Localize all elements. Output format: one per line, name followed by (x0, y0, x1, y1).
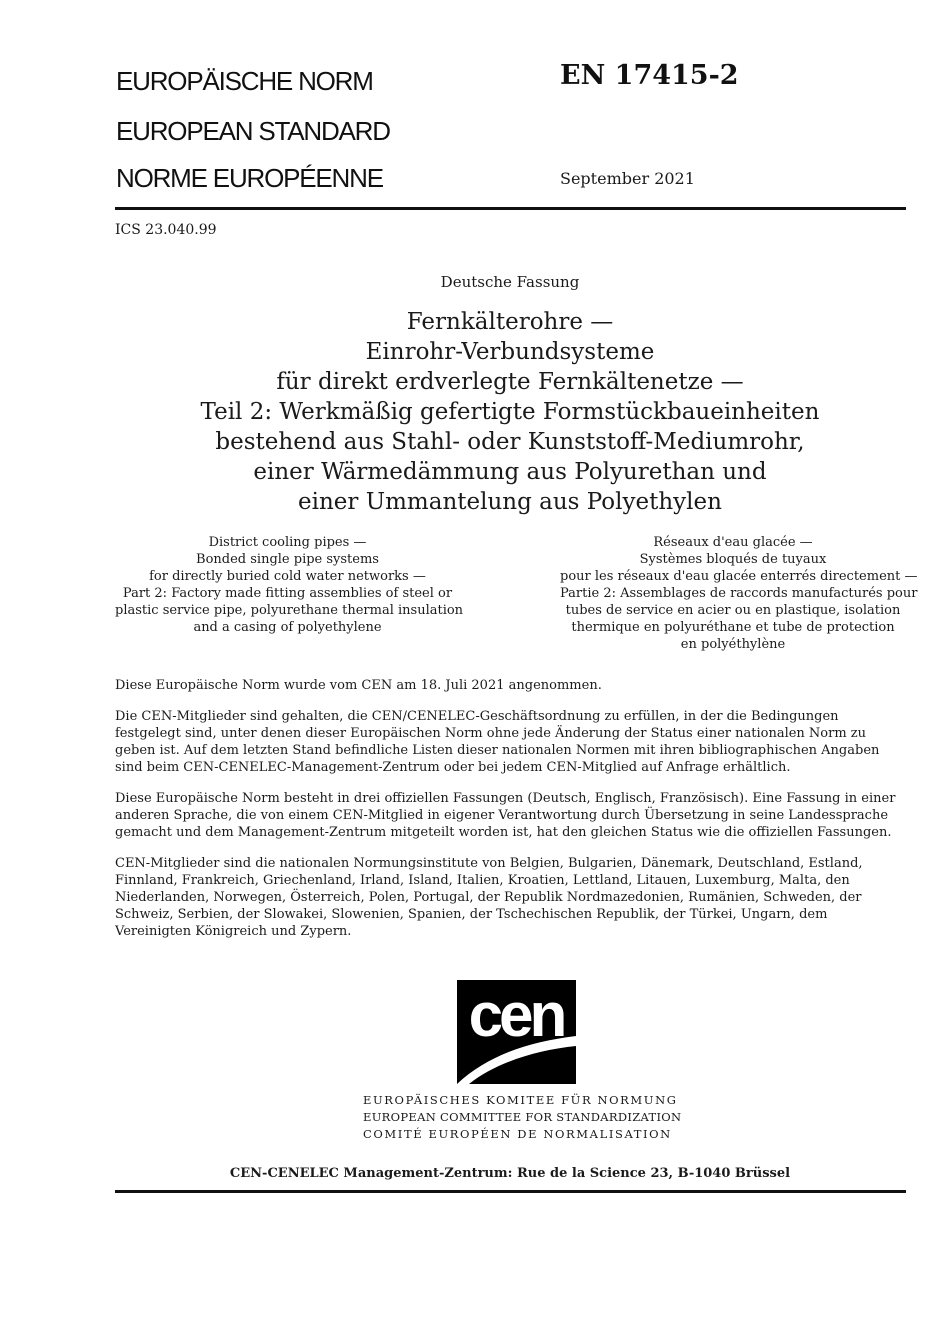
version-label: Deutsche Fassung (440, 273, 580, 291)
cen-logo (457, 980, 576, 1084)
cen-name-de: EUROPÄISCHES KOMITEE FÜR NORMUNG (363, 1093, 678, 1107)
title-line: Systèmes bloqués de tuyaux (639, 552, 827, 567)
title-line: District cooling pipes — (208, 535, 367, 550)
title-line: für direkt erdverlegte Fernkältenetze — (276, 369, 744, 395)
title-french (560, 534, 918, 653)
title-line: thermique en polyuréthane et tube de protection (571, 620, 895, 635)
title-line: pour les réseaux d'eau glacée enterrés directement — (560, 569, 918, 584)
title-line: en polyéthylène (680, 637, 786, 652)
footer-rule (115, 1190, 906, 1193)
ics-code: ICS 23.040.99 (115, 222, 217, 238)
title-line: tubes de service en acier ou en plastique, isolation (565, 603, 901, 618)
title-line: einer Ummantelung aus Polyethylen (298, 489, 722, 515)
title-line: for directly buried cold water networks — (149, 569, 426, 584)
title-line: Part 2: Factory made fitting assemblies of steel or (122, 586, 453, 601)
title-english (115, 534, 464, 636)
standard-number: EN 17415-2 (560, 60, 739, 91)
adoption-paragraph: Diese Europäische Norm wurde vom CEN am 18. Juli 2021 angenommen. (115, 678, 602, 693)
cen-organization-names (363, 1092, 681, 1143)
title-line: Teil 2: Werkmäßig gefertigte Formstückbaueinheiten (200, 399, 820, 425)
title-line: einer Wärmedämmung aus Polyurethan und (253, 459, 767, 485)
title-line: and a casing of polyethylene (193, 620, 382, 635)
obligations-paragraph: Die CEN-Mitglieder sind gehalten, die CEN/CENELEC-Geschäftsordnung zu erfüllen, in der die Bedingungen festgelegt sind, unter denen dieser Europäischen Norm ohne jede Änderung der Status einer nationalen Norm zu geben ist. Auf dem letzten Stand befindliche Listen dieser nationalen Normen mit ihren bibliographischen Angaben sind beim CEN-CENELEC-Management-Zentrum oder bei jedem CEN-Mitglied auf Anfrage erhältlich. (115, 709, 880, 775)
title-line: Fernkälterohre — (406, 309, 614, 335)
management-centre-address: CEN-CENELEC Management-Zentrum: Rue de la Science 23, B-1040 Brüssel (229, 1166, 791, 1181)
cen-name-fr: COMITÉ EUROPÉEN DE NORMALISATION (363, 1127, 672, 1141)
standard-name-en: EUROPEAN STANDARD (116, 116, 390, 146)
title-line: Einrohr-Verbundsysteme (365, 339, 655, 365)
header-rule (115, 207, 906, 210)
members-paragraph: CEN-Mitglieder sind die nationalen Normungsinstitute von Belgien, Bulgarien, Dänemark, Deutschland, Estland, Finnland, Frankreich, Griechenland, Irland, Island, Italien, Kroatien, Lettland, Litauen, Luxemburg, Malta, den Niederlanden, Norwegen, Österreich, Polen, Portugal, der Republik Nordmazedonien, Rumänien, Schweden, der Schweiz, Serbien, der Slowakei, Slowenien, Spanien, der Tschechischen Republik, der Türkei, Ungarn, dem Vereinigten Königreich und Zypern. (115, 856, 863, 939)
standard-name-fr: NORME EUROPÉENNE (116, 163, 383, 193)
title-line: Réseaux d'eau glacée — (653, 535, 813, 550)
title-line: Bonded single pipe systems (196, 552, 379, 567)
publication-date: September 2021 (560, 169, 695, 188)
versions-paragraph: Diese Europäische Norm besteht in drei offiziellen Fassungen (Deutsch, Englisch, Französisch). Eine Fassung in einer anderen Sprache, die von einem CEN-Mitglied in eigener Verantwortung durch Übersetzung in seine Landessprache gemacht und dem Management-Zentrum mitgeteilt worden ist, hat den gleichen Status wie die offiziellen Fassungen. (115, 791, 896, 840)
standard-name-de: EUROPÄISCHE NORM (116, 66, 373, 96)
title-line: plastic service pipe, polyurethane thermal insulation (115, 603, 464, 618)
title-german (0, 307, 950, 517)
title-line: Partie 2: Assemblages de raccords manufacturés pour (560, 586, 918, 601)
title-line: bestehend aus Stahl- oder Kunststoff-Mediumrohr, (215, 429, 805, 455)
cen-logo-text: cen (468, 981, 564, 1050)
cen-name-en: EUROPEAN COMMITTEE FOR STANDARDIZATION (363, 1110, 682, 1124)
